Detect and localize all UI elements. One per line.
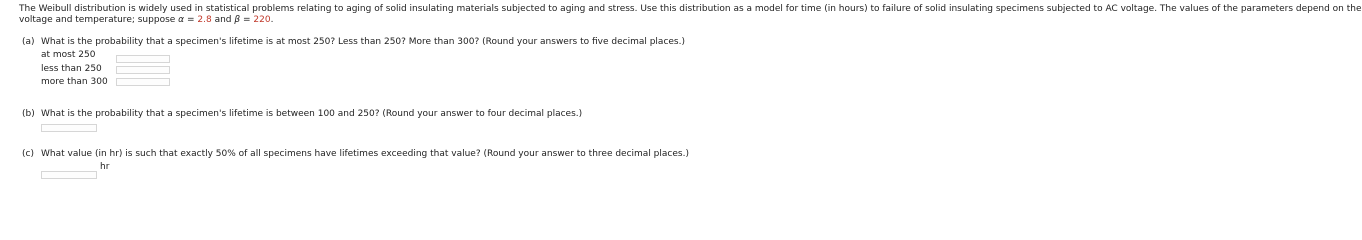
- answer-input-more-than-300[interactable]: [116, 78, 170, 86]
- answer-input-between-100-250[interactable]: [41, 124, 97, 132]
- beta-value: 220: [253, 15, 271, 25]
- alpha-symbol: α: [178, 15, 185, 25]
- part-b-question: What is the probability that a specimen's lifetime is between 100 and 250? (Round your answer to four decimal places.): [41, 109, 583, 119]
- part-c-question: What value (in hr) is such that exactly 50% of all specimens have lifetimes exceeding that value? (Round your answer to three decimal places.): [41, 149, 689, 159]
- part-a-label: (a): [22, 37, 35, 47]
- answer-input-less-than-250[interactable]: [116, 66, 170, 74]
- answer-input-median-hours[interactable]: [41, 171, 97, 179]
- equals-sign-2: =: [240, 15, 254, 25]
- row-label-more-than-300: more than 300: [41, 77, 108, 87]
- intro-line-1: The Weibull distribution is widely used in statistical problems relating to aging of solid insulating materials subjected to aging and stress. Use this distribution as a model for time (in hours) to failure of solid insulating specimens subjected to AC voltage. The values of the parameters depend on the: [19, 4, 1362, 14]
- unit-label-hr: hr: [100, 162, 110, 172]
- intro-line-2: [19, 15, 273, 26]
- alpha-value: 2.8: [197, 15, 212, 25]
- answer-input-at-most-250[interactable]: [116, 55, 170, 63]
- and-text: and: [211, 15, 235, 25]
- beta-symbol: β: [234, 15, 241, 25]
- row-label-less-than-250: less than 250: [41, 64, 102, 74]
- part-a-question: What is the probability that a specimen's lifetime is at most 250? Less than 250? More than 300? (Round your answers to five decimal places.): [41, 37, 685, 47]
- intro-period: .: [270, 15, 274, 25]
- equals-sign: =: [184, 15, 198, 25]
- row-label-at-most-250: at most 250: [41, 50, 96, 60]
- part-b-label: (b): [22, 109, 35, 119]
- part-c-label: (c): [22, 149, 34, 159]
- intro-line-2-prefix: voltage and temperature; suppose: [19, 15, 179, 25]
